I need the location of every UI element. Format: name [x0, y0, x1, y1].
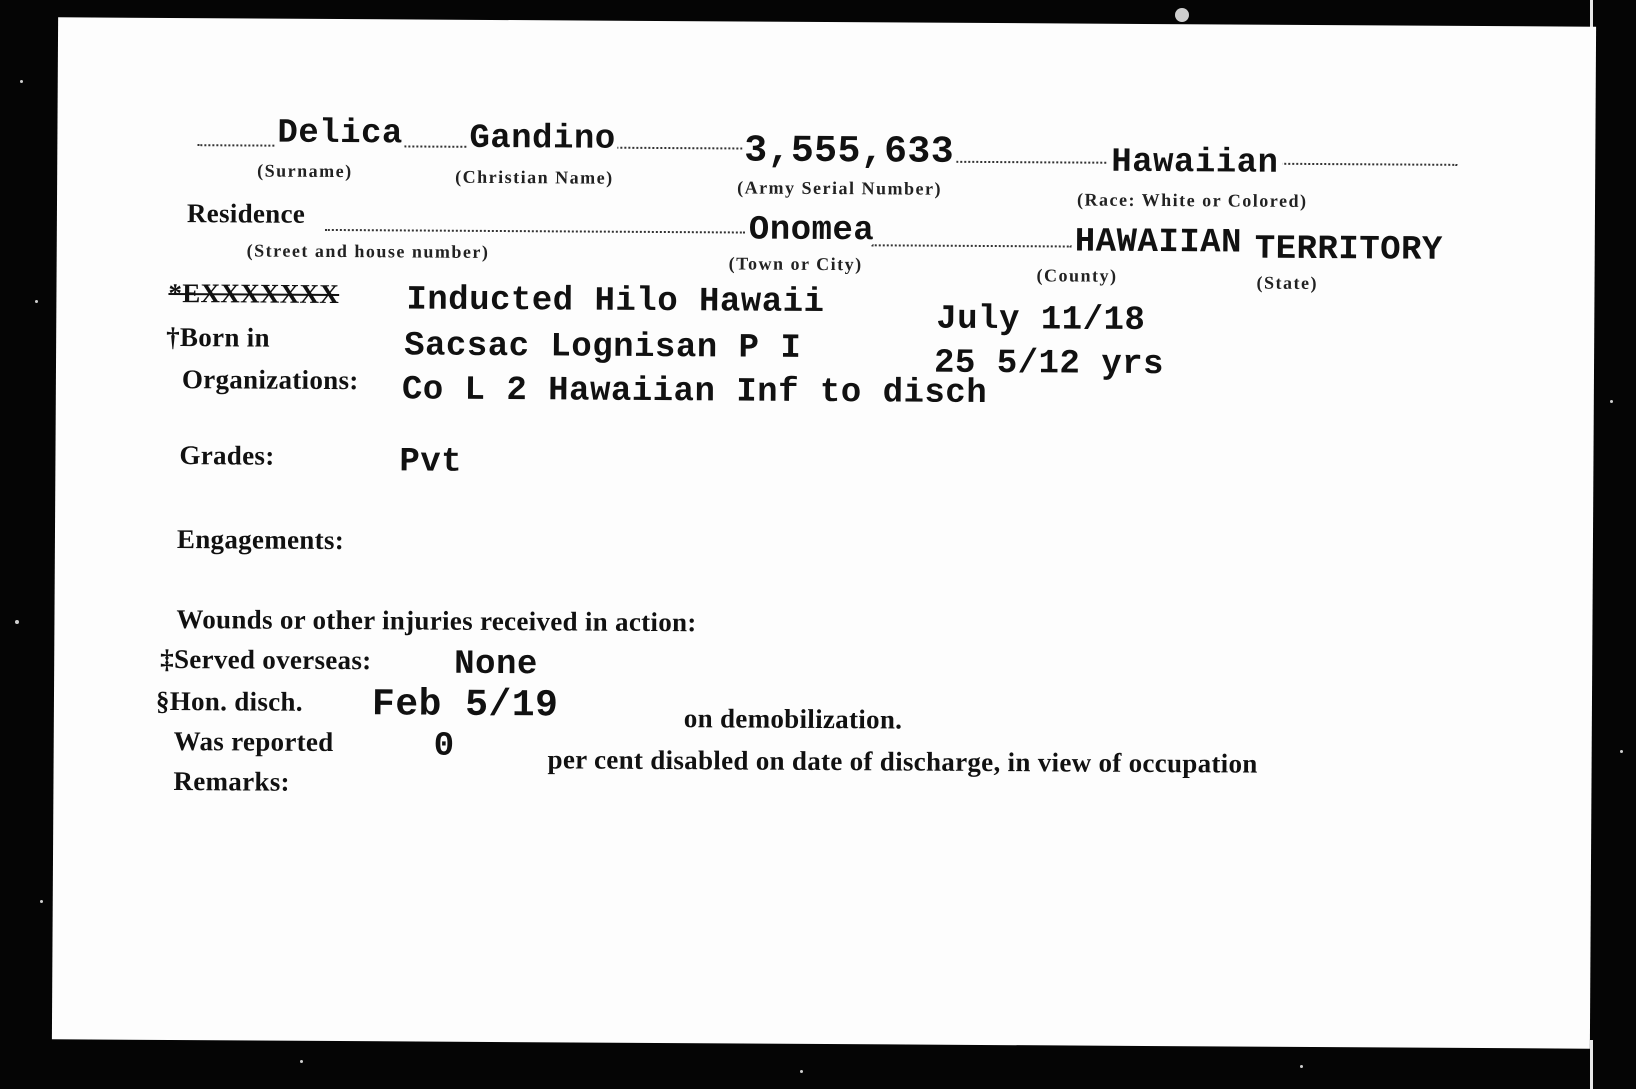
film-speck — [1300, 1065, 1303, 1068]
surname-value: Delica — [277, 114, 403, 154]
street-caption: (Street and house number) — [246, 240, 490, 262]
surname-caption: (Surname) — [257, 160, 353, 182]
film-edge-right-bottom — [1590, 1040, 1593, 1089]
remarks-label: Remarks: — [173, 766, 290, 797]
engagements-label: Engagements: — [176, 524, 345, 556]
film-speck — [300, 1060, 303, 1063]
age-value: 25 5/12 yrs — [933, 344, 1165, 385]
enlisted-value: Inducted Hilo Hawaii — [406, 281, 825, 322]
town-caption: (Town or City) — [728, 253, 863, 275]
christian-name-caption: (Christian Name) — [455, 166, 614, 188]
county-value: HAWAIIAN — [1074, 223, 1243, 263]
organizations-value: Co L 2 Hawaiian Inf to disch — [401, 371, 988, 413]
served-overseas-label: ‡Served overseas: — [160, 643, 372, 676]
serial-number-caption: (Army Serial Number) — [737, 177, 943, 199]
film-speck — [1175, 8, 1189, 22]
race-value: Hawaiian — [1107, 144, 1282, 183]
reported-value: 0 — [433, 727, 455, 766]
hon-disch-label: §Hon. disch. — [155, 685, 303, 717]
state-value: TERRITORY — [1254, 230, 1443, 270]
dotted-leader — [872, 244, 1072, 247]
enlisted-label: *EXXXXXXX — [168, 277, 340, 310]
dotted-leader — [325, 229, 745, 234]
grades-value: Pvt — [399, 443, 463, 482]
film-speck — [35, 300, 38, 303]
race-caption: (Race: White or Colored) — [1076, 189, 1308, 211]
town-value: Onomea — [748, 211, 875, 251]
organizations-label: Organizations: — [181, 364, 359, 396]
film-speck — [800, 1070, 803, 1073]
born-label: †Born in — [166, 321, 270, 353]
film-speck — [1620, 750, 1623, 753]
disabled-text: per cent disabled on date of discharge, in view of occupation — [547, 744, 1258, 779]
film-speck — [1610, 400, 1613, 403]
state-caption: (State) — [1256, 272, 1319, 294]
grades-label: Grades: — [179, 440, 275, 471]
reported-label: Was reported — [173, 726, 334, 758]
residence-label: Residence — [186, 198, 306, 229]
wounds-label: Wounds or other injuries received in action: — [176, 604, 697, 638]
service-record-card — [52, 17, 1596, 1048]
demobilization-text: on demobilization. — [683, 703, 903, 735]
served-overseas-value: None — [454, 645, 538, 685]
christian-name-value: Gandino — [469, 119, 616, 159]
hon-disch-value: Feb 5/19 — [371, 683, 559, 728]
film-speck — [15, 620, 19, 624]
county-caption: (County) — [1036, 265, 1118, 286]
film-speck — [20, 80, 23, 83]
serial-number-value: 3,555,633 — [744, 129, 955, 174]
enlisted-date: July 11/18 — [936, 300, 1146, 340]
born-value: Sacsac Lognisan P I — [404, 327, 802, 368]
film-speck — [40, 900, 43, 903]
